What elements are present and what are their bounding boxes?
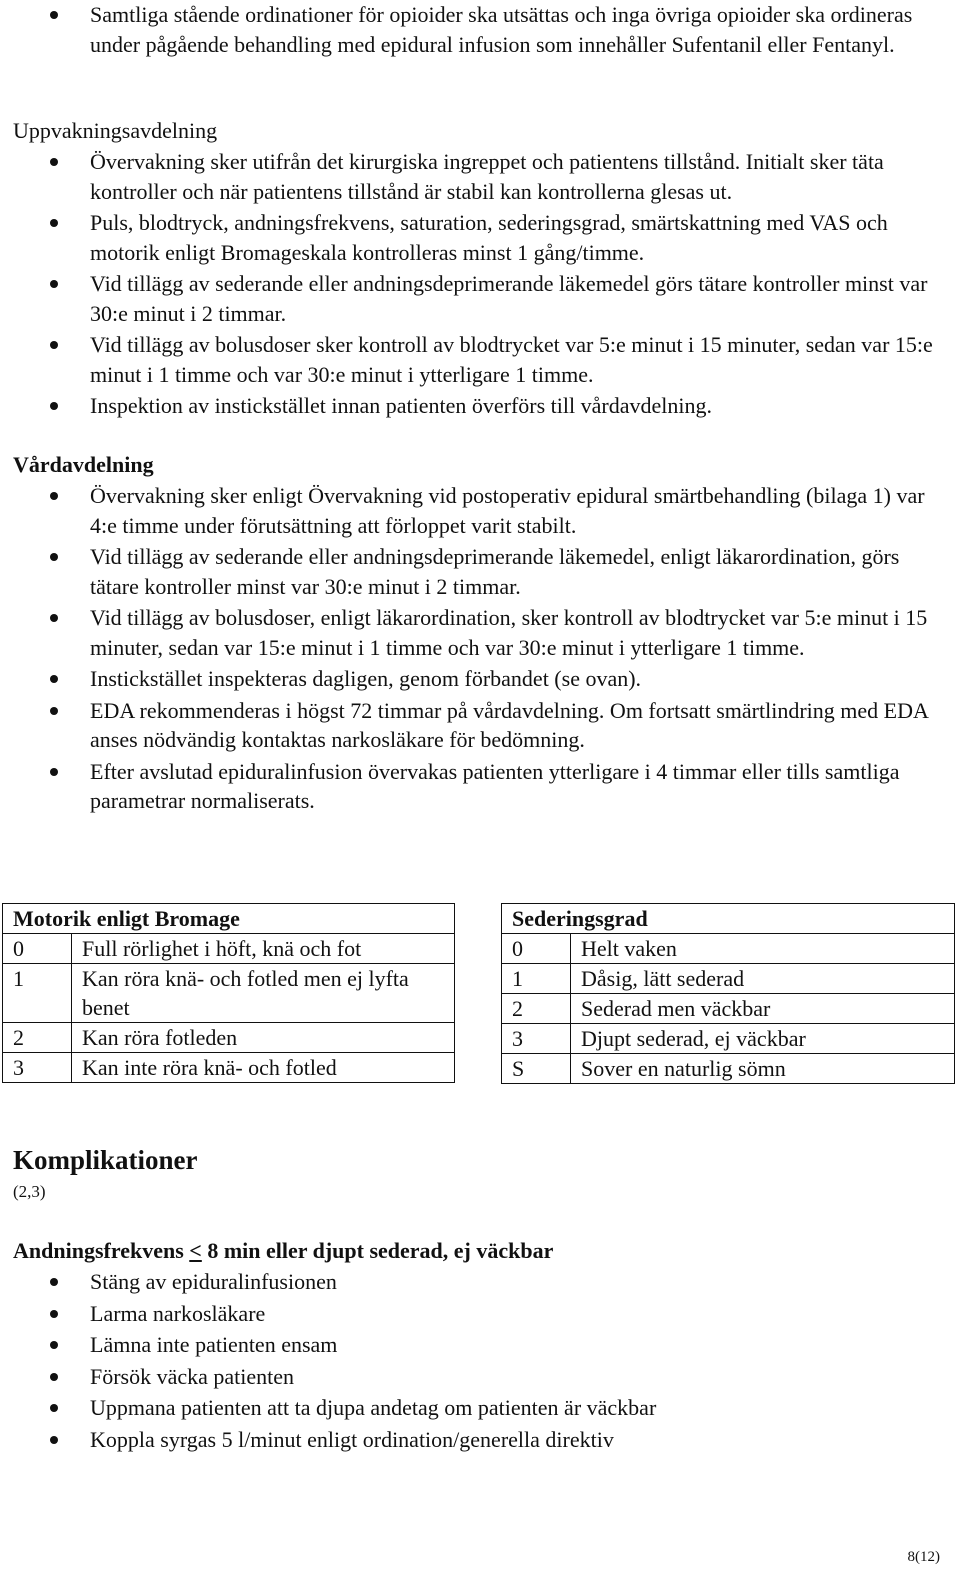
table-row bbox=[3, 1053, 455, 1083]
table-header-row bbox=[3, 904, 455, 934]
komplikationer-heading: Komplikationer bbox=[13, 1145, 198, 1175]
bullet-icon bbox=[50, 158, 58, 166]
table-row bbox=[502, 1054, 955, 1084]
bullet-icon bbox=[50, 553, 58, 561]
bullet-icon bbox=[50, 1373, 58, 1381]
vardavdelning-list bbox=[0, 481, 960, 818]
table-cell-code: 2 bbox=[3, 1023, 72, 1053]
table-cell-text: Helt vaken bbox=[571, 934, 955, 964]
table-cell-text: Kan inte röra knä- och fotled bbox=[72, 1053, 455, 1083]
bullet-icon bbox=[50, 1404, 58, 1412]
table-cell-text: Kan röra fotleden bbox=[72, 1023, 455, 1053]
table-row bbox=[3, 934, 455, 964]
bullet-icon bbox=[50, 219, 58, 227]
table-row bbox=[502, 994, 955, 1024]
table-cell-text: Kan röra knä- och fotled men ej lyfta benet bbox=[72, 964, 455, 1023]
list-item: Övervakning sker enligt Övervakning vid postoperativ epidural smärtbehandling (bilaga 1) var 4:e timme under förutsättning att förloppet varit stabilt. bbox=[0, 481, 960, 540]
list-item: EDA rekommenderas i högst 72 timmar på vårdavdelning. Om fortsatt smärtlindring med EDA anses nödvändig kontaktas narkosläkare för bedömning. bbox=[0, 696, 960, 755]
list-item: Vid tillägg av bolusdoser sker kontroll av blodtrycket var 5:e minut i 15 minuter, sedan var 15:e minut i 1 timme och var 30:e minut i ytterligare 1 timme. bbox=[0, 330, 960, 389]
table-cell-text: Full rörlighet i höft, knä och fot bbox=[72, 934, 455, 964]
bullet-icon bbox=[50, 1310, 58, 1318]
list-item: Övervakning sker utifrån det kirurgiska ingreppet och patientens tillstånd. Initialt sker täta kontroller och när patientens tillstånd är stabil kan kontrollerna glesas ut. bbox=[0, 147, 960, 206]
table-cell-code: 2 bbox=[502, 994, 571, 1024]
list-item: Försök väcka patienten bbox=[0, 1362, 960, 1392]
section-heading-vardavdelning: Vårdavdelning bbox=[13, 452, 154, 477]
list-item: Vid tillägg av sederande eller andningsdeprimerande läkemedel görs tätare kontroller minst var 30:e minut i 2 timmar. bbox=[0, 269, 960, 328]
table-cell-code: 0 bbox=[3, 934, 72, 964]
bullet-icon bbox=[50, 280, 58, 288]
table-cell-code: 3 bbox=[3, 1053, 72, 1083]
bullet-icon bbox=[50, 768, 58, 776]
komplikationer-subheading: Andningsfrekvens < 8 min eller djupt sederad, ej väckbar bbox=[13, 1238, 554, 1263]
table-cell-code: 1 bbox=[502, 964, 571, 994]
list-item: Vid tillägg av sederande eller andningsdeprimerande läkemedel, enligt läkarordination, görs tätare kontroller minst var 30:e minut i 2 timmar. bbox=[0, 542, 960, 601]
table-row bbox=[502, 934, 955, 964]
komplikationer-list bbox=[0, 1267, 960, 1456]
list-item: Inspektion av instickstället innan patienten överförs till vårdavdelning. bbox=[0, 391, 960, 421]
table-cell-text: Djupt sederad, ej väckbar bbox=[571, 1024, 955, 1054]
table-row bbox=[3, 964, 455, 1023]
table-cell-text: Sover en naturlig sömn bbox=[571, 1054, 955, 1084]
list-item: Lämna inte patienten ensam bbox=[0, 1330, 960, 1360]
bullet-icon bbox=[50, 11, 58, 19]
bromage-table bbox=[2, 903, 455, 1083]
bullet-icon bbox=[50, 675, 58, 683]
sedering-table bbox=[501, 903, 955, 1084]
table-row bbox=[502, 1024, 955, 1054]
bullet-icon bbox=[50, 707, 58, 715]
uppvakning-list bbox=[0, 147, 960, 423]
top-list bbox=[0, 0, 960, 61]
sedering-title: Sederingsgrad bbox=[502, 904, 955, 934]
bromage-title: Motorik enligt Bromage bbox=[3, 904, 455, 934]
section-heading-uppvakning: Uppvakningsavdelning bbox=[13, 118, 218, 143]
list-item: Puls, blodtryck, andningsfrekvens, saturation, sederingsgrad, smärtskattning med VAS och motorik enligt Bromageskala kontrolleras minst 1 gång/timme. bbox=[0, 208, 960, 267]
bullet-icon bbox=[50, 1341, 58, 1349]
table-cell-code: 1 bbox=[3, 964, 72, 1023]
bullet-icon bbox=[50, 341, 58, 349]
table-cell-text: Dåsig, lätt sederad bbox=[571, 964, 955, 994]
list-item: Stäng av epiduralinfusionen bbox=[0, 1267, 960, 1297]
bullet-icon bbox=[50, 402, 58, 410]
list-item: Uppmana patienten att ta djupa andetag om patienten är väckbar bbox=[0, 1393, 960, 1423]
bullet-icon bbox=[50, 492, 58, 500]
table-cell-code: 3 bbox=[502, 1024, 571, 1054]
bullet-icon bbox=[50, 1278, 58, 1286]
table-cell-code: 0 bbox=[502, 934, 571, 964]
list-item: Efter avslutad epiduralinfusion övervakas patienten ytterligare i 4 timmar eller tills samtliga parametrar normaliserats. bbox=[0, 757, 960, 816]
table-row bbox=[502, 964, 955, 994]
reference-note: (2,3) bbox=[13, 1182, 46, 1201]
list-item: Samtliga stående ordinationer för opioider ska utsättas och inga övriga opioider ska ordineras under pågående behandling med epidural infusion som innehåller Sufentanil eller Fentanyl. bbox=[0, 0, 960, 59]
list-item: Instickstället inspekteras dagligen, genom förbandet (se ovan). bbox=[0, 664, 960, 694]
table-row bbox=[3, 1023, 455, 1053]
table-header-row bbox=[502, 904, 955, 934]
list-item: Larma narkosläkare bbox=[0, 1299, 960, 1329]
table-cell-code: S bbox=[502, 1054, 571, 1084]
bullet-icon bbox=[50, 614, 58, 622]
list-item: Vid tillägg av bolusdoser, enligt läkarordination, sker kontroll av blodtrycket var 5:e minut i 15 minuter, sedan var 15:e minut i 1 timme och var 30:e minut i ytterligare 1 timme. bbox=[0, 603, 960, 662]
table-cell-text: Sederad men väckbar bbox=[571, 994, 955, 1024]
page-number: 8(12) bbox=[907, 1549, 940, 1565]
bullet-icon bbox=[50, 1436, 58, 1444]
list-item: Koppla syrgas 5 l/minut enligt ordination/generella direktiv bbox=[0, 1425, 960, 1455]
